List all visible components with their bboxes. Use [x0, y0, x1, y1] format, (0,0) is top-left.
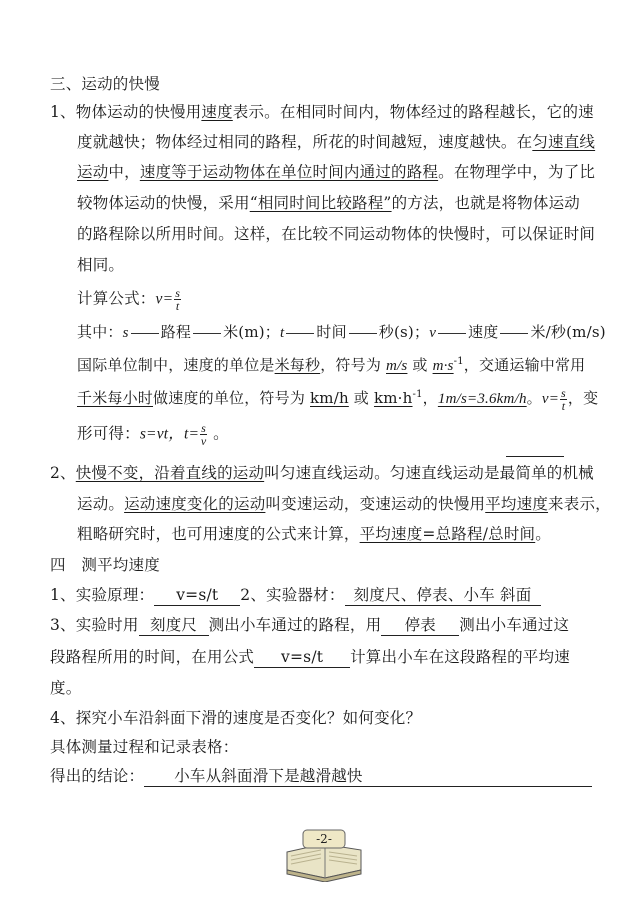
section-3-heading: 三、运动的快慢 — [50, 75, 160, 93]
conclusion-blank: 小车从斜面滑下是越滑越快 — [144, 766, 592, 787]
paragraph-2-line-2: 运动。运动速度变化的运动叫变速运动，变速运动的快慢用平均速度来表示， — [77, 495, 611, 513]
speed-definition: 速度等于运动物体在单位时间内通过的路程 — [139, 163, 439, 181]
section-4-heading: 四 测平均速度 — [50, 556, 160, 574]
paragraph-2-line-1: 2、快慢不变，沿着直线的运动叫匀速直线运动。匀速直线运动是最简单的机械 — [50, 464, 594, 482]
uniform-linear-term: 匀速直线 — [532, 133, 596, 151]
method-term: “相同时间比较路程” — [249, 194, 392, 212]
formula-line: 计算公式：v= $\frac{s}{t}$ — [77, 286, 181, 313]
principle-blank: v=s/t — [154, 585, 240, 606]
blank-line — [506, 456, 564, 457]
record-line: 具体测量过程和记录表格： — [50, 738, 239, 756]
paragraph-1-line-5: 的路程除以所用时间。这样，在比较不同运动物体的快慢时，可以保证时间 — [77, 225, 596, 243]
paragraph-1-line-1: 1、物体运动的快慢用速度表示。在相同时间内，物体经过的路程越长，它的速 — [50, 103, 594, 121]
conclusion-line: 得出的结论： 小车从斜面滑下是越滑越快 — [50, 765, 592, 787]
paragraph-1-line-3: 运动中，速度等于运动物体在单位时间内通过的路程。在物理学中，为了比 — [77, 163, 596, 181]
question-3-line-1: 3、实验时用 刻度尺 测出小车通过的路程，用 停表 测出小车通过这 — [50, 616, 570, 634]
si-unit-line: 国际单位制中，速度的单位是米每秒，符号为 m/s 或 $m\cdot s^{-1}$，交通运输中常用 — [77, 356, 586, 374]
page-number: -2- — [316, 832, 332, 846]
paragraph-2-line-3: 粗略研究时，也可用速度的公式来计算，平均速度=总路程/总时间。 — [77, 525, 551, 543]
book-page-number-icon — [283, 826, 365, 882]
paragraph-1-line-2: 度就越快；物体经过相同的路程，所花的时间越短，速度越快。在匀速直线 — [77, 133, 596, 151]
question-3-line-3: 度。 — [50, 679, 82, 697]
speed-term: 速度 — [201, 103, 233, 121]
question-4-line: 4、探究小车沿斜面下滑的速度是否变化？如何变化？ — [50, 709, 422, 727]
equipment-blank: 刻度尺、停表、小车 斜面 — [345, 585, 541, 606]
paragraph-1-line-6: 相同。 — [77, 256, 125, 274]
paragraph-1-line-4: 较物体运动的快慢，采用“相同时间比较路程”的方法，也就是将物体运动 — [77, 194, 580, 212]
transform-line: 形可得：s=vt，t= $\frac{s}{v}$ 。 — [77, 421, 229, 448]
formula-fraction: $\frac{s}{t}$ — [175, 286, 181, 313]
question-1-line: 1、实验原理： v=s/t 2、实验器材： 刻度尺、停表、小车 斜面 — [50, 584, 541, 606]
symbols-line: 其中：s 路程 米(m)；t 时间 秒(s)；v 速度 米/秒(m/s) — [77, 323, 606, 341]
traffic-unit-line: 千米每小时做速度的单位，符号为 km/h 或 $km\cdot h^{-1}$，1m/s=3.6km/h。v= $\frac{s}{t}$ ，变 — [77, 385, 599, 413]
question-3-line-2: 段路程所用的时间，在用公式 v=s/t 计算出小车在这段路程的平均速 — [50, 648, 570, 666]
